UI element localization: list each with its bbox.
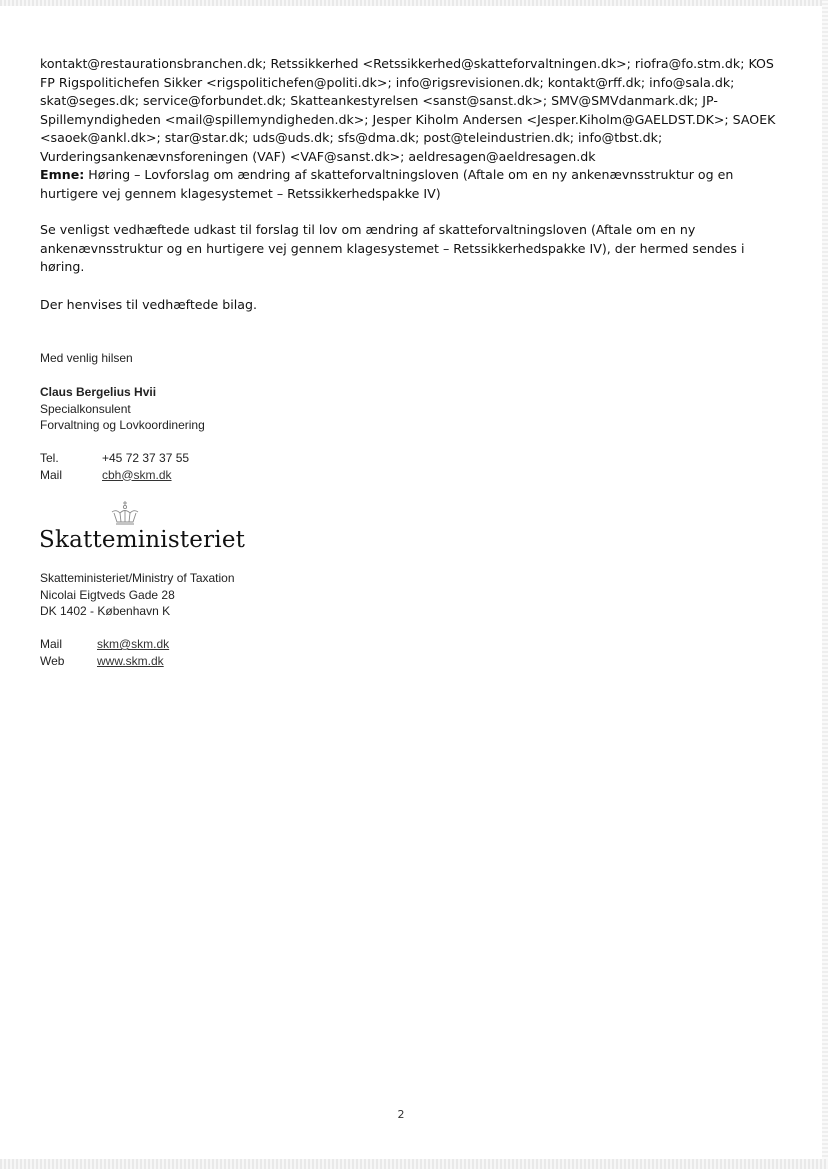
organization-street: Nicolai Eigtveds Gade 28: [40, 587, 175, 602]
scan-edge-bottom: [0, 1159, 828, 1169]
org-web-row: [40, 653, 169, 670]
mail-link[interactable]: cbh@skm.dk: [102, 467, 172, 482]
org-web-label: Web: [40, 653, 65, 668]
recipients-line-5: <saoek@ankl.dk>; star@star.dk; uds@uds.dk; sfs@dma.dk; post@teleindustrien.dk; info@tbst.dk;: [40, 130, 663, 145]
body-paragraph-1-line-2: ankenævnsstruktur og en hurtigere vej gennem klagesystemet – Retssikkerhedspakke IV), der hermed sendes i: [40, 240, 745, 256]
org-mail-label: Mail: [40, 637, 63, 651]
subject-label: Emne:: [40, 167, 85, 182]
subject-text: Høring – Lovforslag om ændring af skatteforvaltningsloven (Aftale om en ny ankenævnsstruktur og en: [84, 167, 734, 182]
skatteministeriet-logo: Skatteministeriet: [39, 527, 246, 553]
scan-edge-top: [0, 0, 828, 6]
body-paragraph-1: [40, 221, 775, 277]
org-mail-row: [40, 636, 169, 653]
crown-icon: [108, 500, 142, 528]
recipients-line-4: Spillemyndigheden <mail@spillemyndigheden.dk>; Jesper Kiholm Andersen <Jesper.Kiholm@GAELDST.DK>; SAOEK: [40, 111, 776, 127]
subject-line-1: [40, 166, 775, 185]
tel-label: Tel.: [40, 451, 59, 465]
scan-edge-right: [822, 0, 828, 1169]
recipients-line-3: skat@seges.dk; service@forbundet.dk; Skatteankestyrelsen <sanst@sanst.dk>; SMV@SMVdanmark.dk; JP-: [40, 93, 718, 108]
signature-block: [40, 384, 205, 434]
signature-contact: [40, 450, 189, 483]
signature-name: Claus Bergelius Hvii: [40, 385, 157, 399]
body-paragraph-2-text: Der henvises til vedhæftede bilag.: [40, 297, 257, 312]
mail-row: [40, 467, 189, 484]
signature-greeting: [40, 350, 133, 367]
organization-name: Skatteministeriet/Ministry of Taxation: [40, 571, 235, 585]
greeting-text: Med venlig hilsen: [40, 351, 133, 365]
mail-label: Mail: [40, 467, 63, 482]
signature-title: Specialkonsulent: [40, 401, 131, 416]
tel-value: +45 72 37 37 55: [102, 451, 190, 465]
subject-line-2: hurtigere vej gennem klagesystemet – Retssikkerhedspakke IV): [40, 185, 441, 201]
email-header: [40, 55, 775, 203]
recipients-line-1: kontakt@restaurationsbranchen.dk; Retssikkerhed <Retssikkerhed@skatteforvaltningen.dk>; riofra@fo.stm.dk; KOS: [40, 56, 774, 71]
organization-address: [40, 570, 235, 620]
organization-contact: [40, 636, 169, 669]
page-number: 2: [397, 1108, 405, 1121]
signature-department: Forvaltning og Lovkoordinering: [40, 418, 205, 432]
organization-city: DK 1402 - København K: [40, 604, 171, 618]
recipients-line-6: Vurderingsankenævnsforeningen (VAF) <VAF@sanst.dk>; aeldresagen@aeldresagen.dk: [40, 148, 596, 164]
body-paragraph-2: [40, 296, 775, 315]
body-paragraph-1-line-1: Se venligst vedhæftede udkast til forslag til lov om ændring af skatteforvaltningsloven (Aftale om en ny: [40, 222, 696, 237]
org-mail-link[interactable]: skm@skm.dk: [97, 637, 170, 651]
recipients-line-2: FP Rigspolitichefen Sikker <rigspolitichefen@politi.dk>; info@rigsrevisionen.dk; kontakt@rff.dk; info@sala.dk;: [40, 74, 735, 90]
tel-row: [40, 450, 189, 467]
org-web-link[interactable]: www.skm.dk: [97, 653, 164, 668]
body-paragraph-1-line-3: høring.: [40, 259, 85, 274]
